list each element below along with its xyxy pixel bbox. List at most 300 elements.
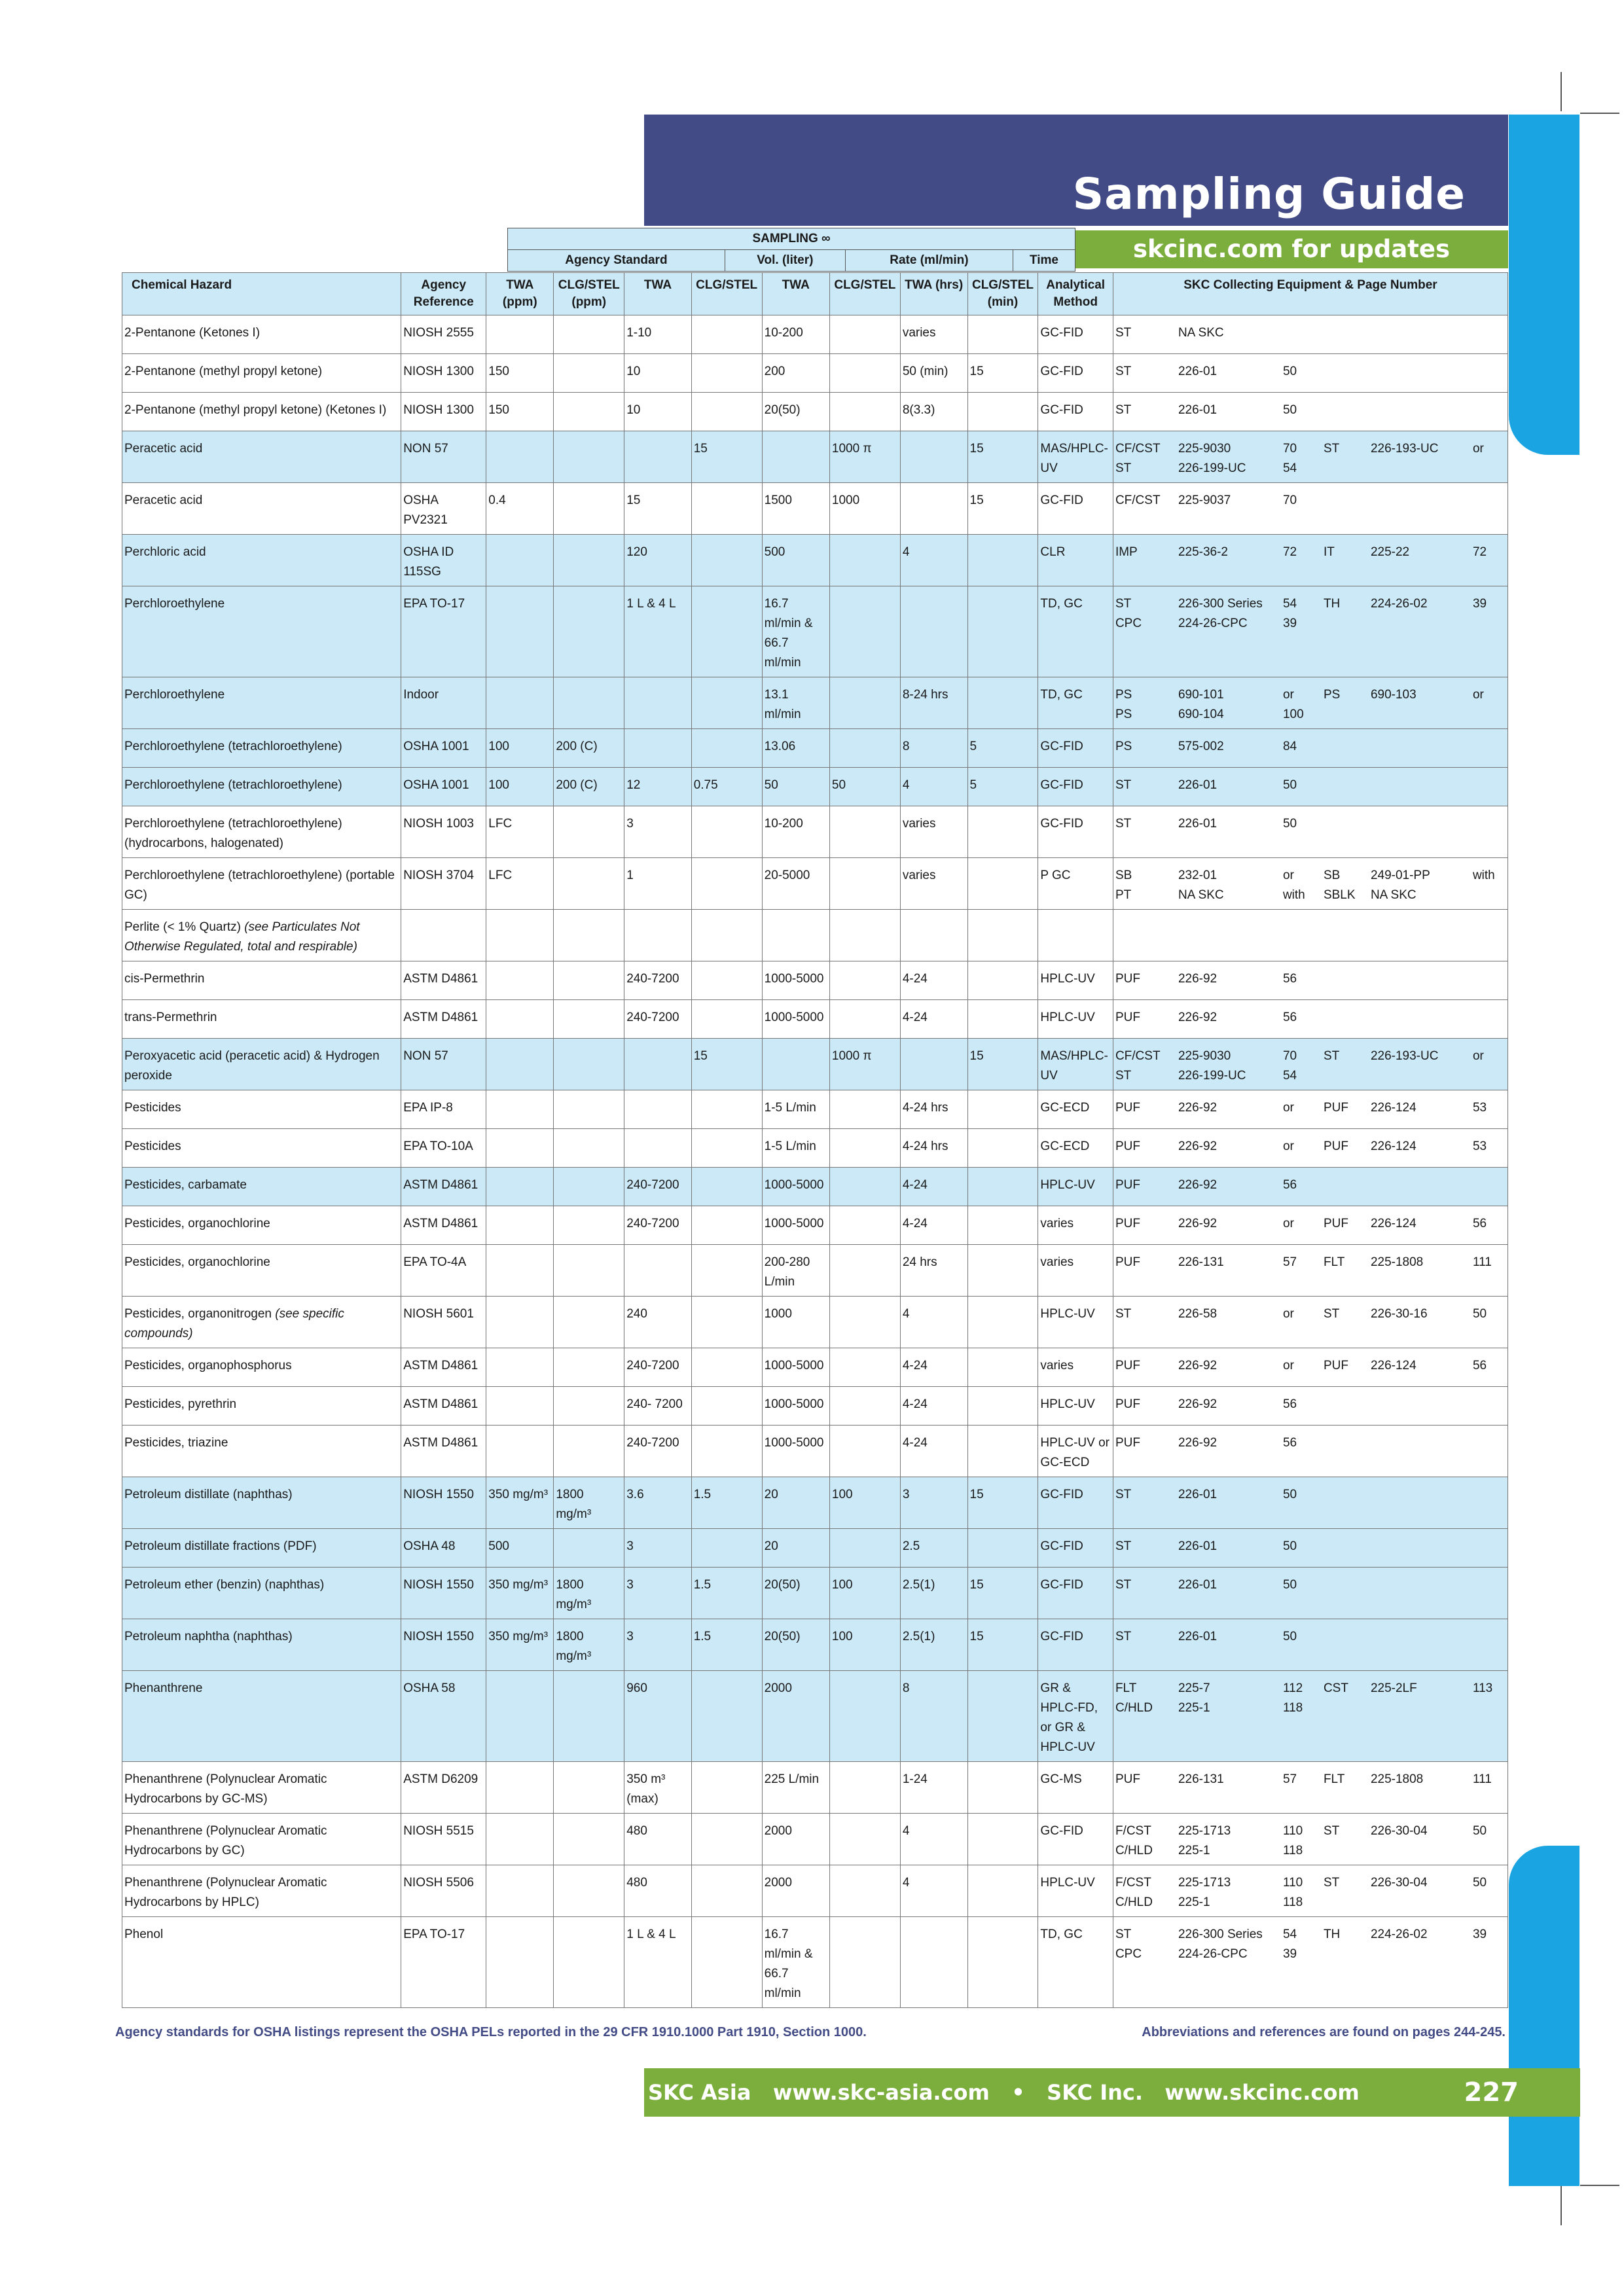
analytical-method-text: HPLC-UV or GC-ECD: [1040, 1436, 1110, 1469]
skc-equipment: [1113, 1206, 1507, 1245]
equipment-cell[interactable]: 226-01: [1178, 1578, 1218, 1592]
equipment-cell[interactable]: 226-300 Series: [1178, 597, 1263, 611]
equipment-cell: 56: [1282, 972, 1297, 986]
time-twa: [900, 1671, 967, 1762]
equipment-cell[interactable]: [1371, 459, 1473, 478]
equipment-cell[interactable]: 226-124: [1370, 1101, 1416, 1115]
table-row: [122, 1477, 1508, 1529]
equipment-cell: or: [1282, 1101, 1294, 1115]
table-row: [122, 1245, 1508, 1297]
table-row: [122, 1865, 1508, 1917]
equipment-cell[interactable]: [1371, 776, 1473, 795]
equipment-cell[interactable]: [1371, 1008, 1473, 1028]
equipment-line: [1115, 685, 1506, 705]
twa-ppm: [486, 1477, 554, 1529]
equipment-cell: [1324, 362, 1371, 382]
equipment-cell: [1473, 1698, 1506, 1718]
table-row: [122, 1348, 1508, 1387]
twa-ppm-text: 0.4: [488, 493, 506, 507]
equipment-cell: PUF: [1323, 1101, 1348, 1115]
time-clg: [967, 729, 1038, 768]
equipment-cell: 54: [1282, 1069, 1297, 1083]
analytical-method-text: GC-FID: [1040, 740, 1083, 753]
equipment-cell[interactable]: NA SKC: [1178, 888, 1224, 902]
equipment-cell[interactable]: [1371, 1575, 1473, 1595]
clg-stel-ppm: [554, 354, 624, 393]
equipment-cell[interactable]: [1371, 401, 1473, 420]
volume-clg: [691, 1814, 762, 1865]
volume-clg: [691, 1477, 762, 1529]
analytical-method-text: GC-FID: [1040, 817, 1083, 831]
equipment-cell[interactable]: [1371, 1433, 1473, 1453]
volume-clg: [691, 1000, 762, 1039]
analytical-method: [1038, 1206, 1113, 1245]
equipment-cell[interactable]: 224-26-02: [1370, 1928, 1428, 1941]
agency-reference-text: OSHA ID 115SG: [403, 545, 454, 579]
equipment-cell[interactable]: 225-1808: [1370, 1772, 1424, 1786]
clg-stel-ppm: [554, 1168, 624, 1206]
volume-twa-text: 1-10: [626, 326, 652, 340]
time-twa-text: 4: [902, 545, 910, 559]
time-twa: [900, 393, 967, 431]
equipment-cell[interactable]: 225-1713: [1178, 1824, 1231, 1838]
equipment-cell[interactable]: 225-9037: [1178, 493, 1231, 507]
equipment-cell: 50: [1282, 778, 1297, 792]
chemical-name-text: Pesticides: [124, 1139, 181, 1153]
clg-stel-ppm: [554, 1129, 624, 1168]
volume-twa: [624, 1168, 691, 1206]
equipment-cell[interactable]: 224-26-CPC: [1178, 1947, 1248, 1961]
equipment-cell: PUF: [1323, 1359, 1348, 1372]
equipment-cell[interactable]: 226-30-04: [1370, 1824, 1428, 1838]
chemical-name-text: Perchloric acid: [124, 545, 206, 559]
equipment-cell[interactable]: [1371, 1893, 1473, 1912]
agency-reference-text: ASTM D4861: [403, 1436, 478, 1450]
rate-twa-text: 1000: [764, 1307, 792, 1321]
equipment-cell[interactable]: 226-92: [1178, 1359, 1218, 1372]
twa-ppm: [486, 1917, 554, 2008]
rate-twa: [762, 354, 829, 393]
time-clg: [967, 1917, 1038, 2008]
equipment-cell[interactable]: 226-01: [1178, 778, 1218, 792]
analytical-method: [1038, 806, 1113, 858]
crop-mark: [1561, 2186, 1562, 2225]
agency-reference-text: OSHA 1001: [403, 740, 469, 753]
time-twa-text: 50 (min): [902, 365, 948, 378]
equipment-cell[interactable]: [1371, 705, 1473, 725]
twa-ppm-text: 350 mg/m³: [488, 1488, 549, 1501]
equipment-cell: with: [1472, 869, 1495, 882]
volume-twa: [624, 1568, 691, 1619]
equipment-cell: FLT: [1323, 1255, 1345, 1269]
twa-ppm: [486, 1671, 554, 1762]
equipment-line: [1115, 1575, 1506, 1595]
equipment-cell[interactable]: [1371, 1537, 1473, 1556]
equipment-cell[interactable]: [1371, 1395, 1473, 1414]
chemical-name: [122, 961, 401, 1000]
equipment-cell[interactable]: 226-124: [1370, 1139, 1416, 1153]
equipment-cell[interactable]: 225-36-2: [1178, 545, 1228, 559]
chemical-name: [122, 1206, 401, 1245]
equipment-cell[interactable]: 249-01-PP: [1370, 869, 1430, 882]
chemical-name-text: 2-Pentanone (Ketones I): [124, 326, 261, 340]
twa-ppm: [486, 1348, 554, 1387]
equipment-cell[interactable]: 690-101: [1178, 688, 1224, 702]
equipment-line: [1115, 1008, 1506, 1028]
skc-equipment: [1113, 806, 1507, 858]
chemical-name: [122, 1529, 401, 1568]
rate-twa-text: 20(50): [764, 403, 801, 417]
volume-clg: [691, 393, 762, 431]
equipment-cell[interactable]: 690-104: [1178, 708, 1224, 721]
chemical-name-text: Pesticides, organochlorine: [124, 1255, 270, 1269]
chemical-name: [122, 806, 401, 858]
equipment-cell[interactable]: 224-26-02: [1370, 597, 1428, 611]
rate-clg: [829, 315, 900, 354]
equipment-cell[interactable]: 226-131: [1178, 1255, 1224, 1269]
chemical-name-text: Perchloroethylene: [124, 688, 225, 702]
volume-twa: [624, 1039, 691, 1090]
time-twa-text: 4-24: [902, 1397, 928, 1411]
skc-equipment: [1113, 677, 1507, 729]
equipment-cell[interactable]: 225-1713: [1178, 1876, 1231, 1890]
col-agency: Agency Reference: [401, 273, 486, 315]
time-twa: [900, 1129, 967, 1168]
equipment-cell[interactable]: 226-92: [1178, 1217, 1218, 1230]
volume-twa-text: 15: [626, 493, 641, 507]
time-twa: [900, 483, 967, 535]
analytical-method: [1038, 1387, 1113, 1426]
equipment-cell: 112: [1282, 1681, 1303, 1695]
equipment-cell: SB: [1323, 869, 1341, 882]
agency-reference-text: ASTM D4861: [403, 1359, 478, 1372]
equipment-cell: 53: [1472, 1101, 1487, 1115]
chemical-name-text: trans-Permethrin: [124, 1011, 217, 1024]
twa-ppm: [486, 729, 554, 768]
agency-reference-text: NIOSH 5515: [403, 1824, 474, 1838]
table-row: [122, 315, 1508, 354]
rate-twa-text: 2000: [764, 1824, 792, 1838]
equipment-cell[interactable]: 226-300 Series: [1178, 1928, 1263, 1941]
group-volume: Vol. (liter): [725, 250, 845, 272]
volume-clg: [691, 1168, 762, 1206]
chemical-name-text: 2-Pentanone (methyl propyl ketone): [124, 365, 323, 378]
agency-reference: [401, 354, 486, 393]
analytical-method-text: GC-FID: [1040, 1578, 1083, 1592]
col-equipment: SKC Collecting Equipment & Page Number: [1113, 273, 1507, 315]
rate-twa: [762, 1000, 829, 1039]
equipment-cell[interactable]: [1371, 737, 1473, 757]
equipment-cell[interactable]: 226-92: [1178, 972, 1218, 986]
equipment-cell[interactable]: [1371, 1841, 1473, 1861]
analytical-method: [1038, 1619, 1113, 1671]
chemical-name-text: 2-Pentanone (methyl propyl ketone) (Ketones I): [124, 403, 387, 417]
equipment-cell[interactable]: 226-92: [1178, 1178, 1218, 1192]
skc-equipment: [1113, 1387, 1507, 1426]
volume-clg: [691, 535, 762, 586]
equipment-cell[interactable]: [1371, 1945, 1473, 1964]
group-agency-standard: Agency Standard: [508, 250, 725, 272]
equipment-cell: [1473, 614, 1506, 634]
twa-ppm: [486, 1619, 554, 1671]
agency-reference-text: ASTM D4861: [403, 972, 478, 986]
equipment-cell: 56: [1282, 1178, 1297, 1192]
equipment-cell[interactable]: [1371, 1627, 1473, 1647]
skc-equipment: [1113, 1426, 1507, 1477]
equipment-cell[interactable]: 226-92: [1178, 1436, 1218, 1450]
equipment-cell[interactable]: 226-193-UC: [1370, 442, 1439, 456]
time-clg-text: 15: [969, 442, 984, 456]
agency-reference-text: EPA TO-10A: [403, 1139, 473, 1153]
equipment-cell[interactable]: 224-26-CPC: [1178, 617, 1248, 630]
analytical-method: [1038, 1917, 1113, 2008]
equipment-cell: 113: [1472, 1681, 1493, 1695]
equipment-cell: ST: [1115, 1539, 1132, 1553]
volume-clg: [691, 677, 762, 729]
equipment-line: [1115, 1945, 1506, 1964]
time-twa: [900, 806, 967, 858]
agency-reference: [401, 1090, 486, 1129]
analytical-method: [1038, 1529, 1113, 1568]
equipment-cell[interactable]: 226-01: [1178, 1488, 1218, 1501]
volume-twa: [624, 586, 691, 677]
rate-clg: [829, 961, 900, 1000]
equipment-cell[interactable]: 226-92: [1178, 1397, 1218, 1411]
clg-stel-ppm-text: 1800 mg/m³: [556, 1630, 592, 1663]
equipment-cell[interactable]: 690-103: [1370, 688, 1416, 702]
rate-twa: [762, 483, 829, 535]
footer-links[interactable]: SKC Asia www.skc-asia.com • SKC Inc. www.skcinc.com: [648, 2080, 1360, 2105]
equipment-cell[interactable]: 226-01: [1178, 365, 1218, 378]
chemical-name: [122, 1619, 401, 1671]
equipment-cell[interactable]: [1371, 1698, 1473, 1718]
equipment-cell[interactable]: [1371, 1175, 1473, 1195]
volume-twa-text: 350 m³ (max): [626, 1772, 666, 1806]
equipment-cell[interactable]: 226-01: [1178, 1539, 1218, 1553]
skc-equipment: [1113, 1297, 1507, 1348]
equipment-line: [1115, 1770, 1506, 1789]
volume-twa: [624, 393, 691, 431]
time-twa: [900, 961, 967, 1000]
agency-reference: [401, 1814, 486, 1865]
rate-twa-text: 20(50): [764, 1630, 801, 1643]
agency-reference: [401, 1297, 486, 1348]
col-rate-twa: TWA: [762, 273, 829, 315]
equipment-cell[interactable]: 226-92: [1178, 1011, 1218, 1024]
equipment-cell[interactable]: 226-92: [1178, 1139, 1218, 1153]
equipment-cell: IT: [1323, 545, 1335, 559]
equipment-cell[interactable]: 226-124: [1370, 1217, 1416, 1230]
time-clg-text: 5: [969, 740, 977, 753]
agency-reference-text: NIOSH 1550: [403, 1488, 474, 1501]
agency-reference: [401, 858, 486, 910]
analytical-method: [1038, 315, 1113, 354]
time-clg: [967, 1568, 1038, 1619]
equipment-cell[interactable]: [1371, 1066, 1473, 1086]
equipment-cell[interactable]: 226-193-UC: [1370, 1049, 1439, 1063]
update-tab[interactable]: [1075, 230, 1508, 268]
equipment-cell: 118: [1282, 1895, 1303, 1909]
page-title: Sampling Guide: [1072, 169, 1466, 219]
rate-twa-text: 13.1 ml/min: [764, 688, 801, 721]
volume-twa: [624, 1762, 691, 1814]
time-twa-text: 8-24 hrs: [902, 688, 948, 702]
time-twa-text: 4-24: [902, 1178, 928, 1192]
time-clg-text: 15: [969, 1630, 984, 1643]
equipment-cell[interactable]: [1371, 614, 1473, 634]
table-row: [122, 586, 1508, 677]
equipment-line: [1115, 1098, 1506, 1118]
equipment-cell[interactable]: 226-01: [1178, 817, 1218, 831]
analytical-method-text: MAS/HPLC-UV: [1040, 1049, 1108, 1083]
rate-twa: [762, 1477, 829, 1529]
chemical-name: [122, 315, 401, 354]
equipment-cell: 56: [1472, 1217, 1487, 1230]
twa-ppm: [486, 586, 554, 677]
rate-twa: [762, 806, 829, 858]
equipment-cell: [1473, 776, 1506, 795]
volume-twa: [624, 1348, 691, 1387]
equipment-cell: [1324, 776, 1371, 795]
rate-clg: [829, 1129, 900, 1168]
twa-ppm: [486, 535, 554, 586]
volume-clg-text: 1.5: [693, 1578, 712, 1592]
equipment-cell: 39: [1282, 1947, 1297, 1961]
clg-stel-ppm-text: 1800 mg/m³: [556, 1578, 592, 1611]
equipment-cell: PS: [1115, 708, 1132, 721]
time-clg: [967, 1348, 1038, 1387]
equipment-line: [1115, 1253, 1506, 1272]
chemical-name: [122, 1168, 401, 1206]
skc-equipment: [1113, 1245, 1507, 1297]
equipment-cell[interactable]: 575-002: [1178, 740, 1224, 753]
side-tab-bottom: [1509, 1846, 1579, 2186]
equipment-line: [1115, 614, 1506, 634]
equipment-cell: IMP: [1115, 545, 1138, 559]
skc-equipment: [1113, 1090, 1507, 1129]
equipment-cell: [1324, 1066, 1371, 1086]
equipment-cell[interactable]: 232-01: [1178, 869, 1218, 882]
volume-twa: [624, 1090, 691, 1129]
equipment-cell[interactable]: 226-01: [1178, 403, 1218, 417]
equipment-cell[interactable]: [1371, 323, 1473, 343]
analytical-method: [1038, 431, 1113, 483]
equipment-cell[interactable]: NA SKC: [1370, 888, 1416, 902]
analytical-method: [1038, 483, 1113, 535]
equipment-cell[interactable]: 226-01: [1178, 1630, 1218, 1643]
equipment-cell: or: [1282, 1217, 1294, 1230]
equipment-cell[interactable]: 226-199-UC: [1178, 1069, 1246, 1083]
equipment-cell[interactable]: 225-22: [1370, 545, 1410, 559]
volume-twa-text: 10: [626, 403, 641, 417]
volume-twa: [624, 1297, 691, 1348]
equipment-cell[interactable]: 226-131: [1178, 1772, 1224, 1786]
volume-twa-text: 3: [626, 1578, 634, 1592]
equipment-cell: ST: [1323, 1049, 1340, 1063]
volume-twa: [624, 1129, 691, 1168]
chemical-name: [122, 1387, 401, 1426]
equipment-cell: ST: [1115, 461, 1132, 475]
equipment-cell[interactable]: 226-199-UC: [1178, 461, 1246, 475]
equipment-cell[interactable]: 225-1: [1178, 1895, 1210, 1909]
equipment-cell[interactable]: 225-2LF: [1370, 1681, 1417, 1695]
volume-twa: [624, 729, 691, 768]
equipment-cell: 56: [1282, 1436, 1297, 1450]
equipment-cell: [1324, 1627, 1371, 1647]
analytical-method: [1038, 393, 1113, 431]
equipment-cell[interactable]: 226-58: [1178, 1307, 1218, 1321]
table-row: [122, 1168, 1508, 1206]
equipment-cell[interactable]: 225-9030: [1178, 1049, 1231, 1063]
clg-stel-ppm: [554, 729, 624, 768]
chemical-name: [122, 1671, 401, 1762]
equipment-cell[interactable]: [1371, 969, 1473, 989]
equipment-cell: or: [1282, 688, 1294, 702]
equipment-line: [1115, 1395, 1506, 1414]
equipment-cell: [1324, 401, 1371, 420]
rate-twa: [762, 1762, 829, 1814]
agency-reference-text: ASTM D6209: [403, 1772, 478, 1786]
rate-twa: [762, 586, 829, 677]
rate-twa-text: 20: [764, 1488, 778, 1501]
agency-reference: [401, 1168, 486, 1206]
equipment-cell[interactable]: 225-1808: [1370, 1255, 1424, 1269]
volume-clg: [691, 1090, 762, 1129]
equipment-cell: PUF: [1115, 1436, 1140, 1450]
analytical-method-text: HPLC-UV: [1040, 1397, 1095, 1411]
equipment-cell[interactable]: 226-30-16: [1370, 1307, 1428, 1321]
equipment-cell[interactable]: 225-1: [1178, 1844, 1210, 1857]
rate-clg: [829, 1426, 900, 1477]
twa-ppm: [486, 1000, 554, 1039]
rate-clg: [829, 1000, 900, 1039]
twa-ppm: [486, 1762, 554, 1814]
equipment-cell: [1473, 1537, 1506, 1556]
twa-ppm-text: 100: [488, 740, 509, 753]
equipment-cell: PUF: [1115, 1397, 1140, 1411]
chemical-note: (see Particulates Not Otherwise Regulated, total and respirable): [124, 920, 360, 954]
equipment-cell[interactable]: [1371, 1485, 1473, 1505]
equipment-cell[interactable]: 226-30-04: [1370, 1876, 1428, 1890]
chemical-name-text: Pesticides: [124, 1101, 181, 1115]
twa-ppm: [486, 1206, 554, 1245]
equipment-cell[interactable]: 226-124: [1370, 1359, 1416, 1372]
col-clg-stel-ppm: CLG/STEL (ppm): [554, 273, 624, 315]
equipment-cell[interactable]: 226-92: [1178, 1101, 1218, 1115]
col-time-twa: TWA (hrs): [900, 273, 967, 315]
skc-equipment: [1113, 1814, 1507, 1865]
skc-equipment: [1113, 393, 1507, 431]
time-clg: [967, 1129, 1038, 1168]
equipment-cell: [1473, 1395, 1506, 1414]
equipment-line: [1115, 1485, 1506, 1505]
equipment-cell[interactable]: 225-1: [1178, 1701, 1210, 1715]
rate-twa-text: 1500: [764, 493, 792, 507]
equipment-cell[interactable]: [1371, 814, 1473, 834]
equipment-cell[interactable]: [1371, 362, 1473, 382]
rate-clg: [829, 677, 900, 729]
equipment-cell[interactable]: 225-9030: [1178, 442, 1231, 456]
equipment-cell[interactable]: NA SKC: [1178, 326, 1224, 340]
table-row: [122, 483, 1508, 535]
analytical-method-text: TD, GC: [1040, 597, 1083, 611]
equipment-cell: [1283, 323, 1324, 343]
col-time-clg: CLG/STEL (min): [967, 273, 1038, 315]
table-row: [122, 1568, 1508, 1619]
equipment-cell[interactable]: 225-7: [1178, 1681, 1210, 1695]
equipment-cell[interactable]: [1371, 491, 1473, 511]
equipment-cell: FLT: [1115, 1681, 1137, 1695]
